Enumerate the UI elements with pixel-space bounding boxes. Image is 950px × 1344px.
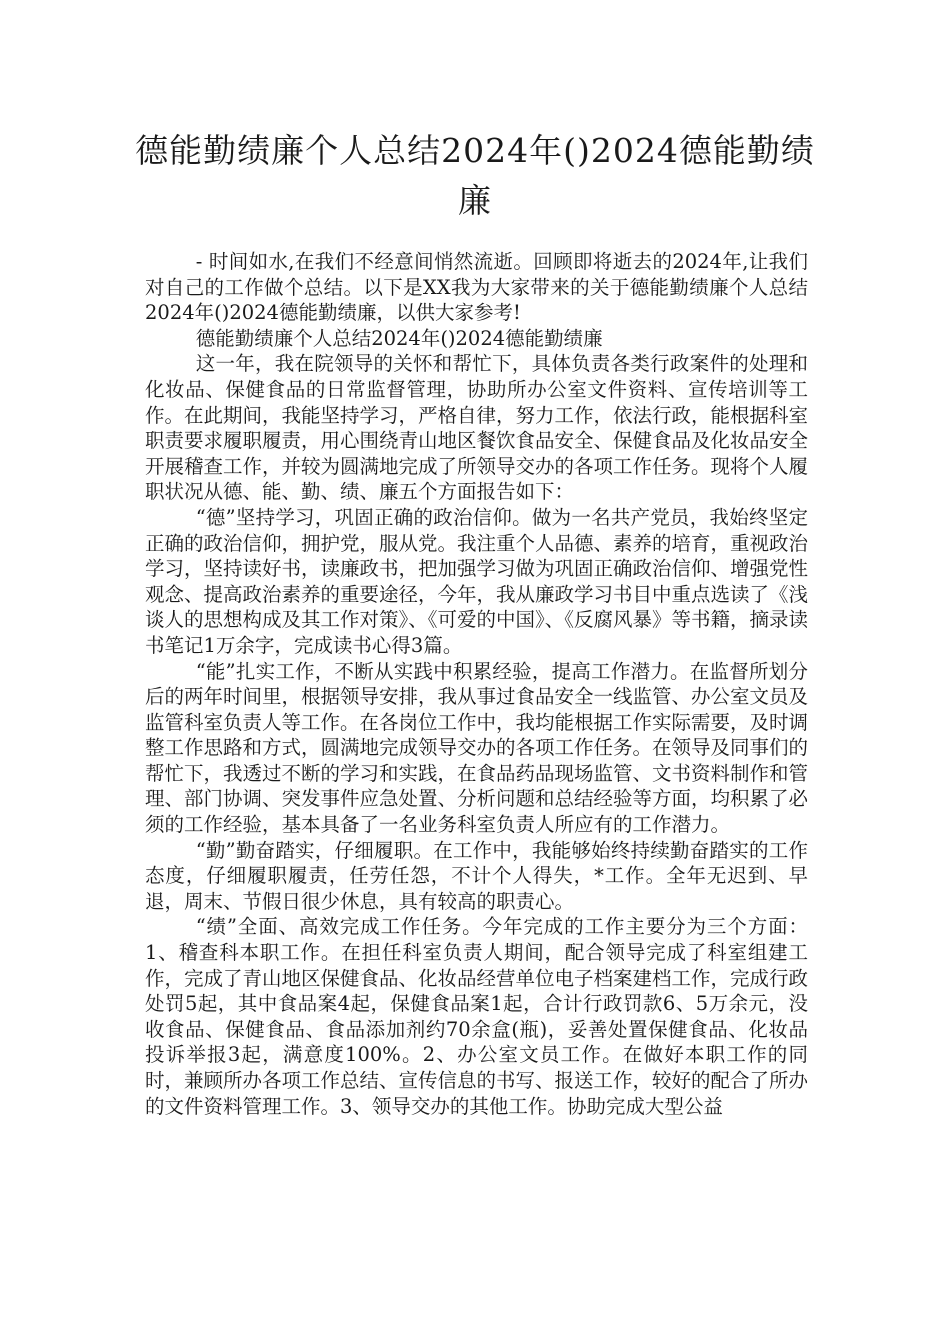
paragraph-neng: “能”扎实工作，不断从实践中积累经验，提高工作潜力。在监督所划分后的两年时间里，根据领导安排，我从事过食品安全一线监管、办公室文员及监管科室负责人等工作。在各岗位工作中，我均能根据工作实际需要，及时调整工作思路和方式，圆满地完成领导交办的各项工作任务。在领导及同事们的帮忙下，我透过不断的学习和实践，在食品药品现场监管、文书资料制作和管理、部门协调、突发事件应急处置、分析问题和总结经验等方面，均积累了必须的工作经验，基本具备了一名业务科室负责人所应有的工作潜力。 (145, 659, 809, 837)
paragraph-ji: “绩”全面、高效完成工作任务。今年完成的工作主要分为三个方面：1、稽查科本职工作。在担任科室负责人期间，配合领导完成了科室组建工作，完成了青山地区保健食品、化妆品经营单位电子档案建档工作，完成行政处罚5起，其中食品案4起，保健食品案1起，合计行政罚款6、5万余元，没收食品、保健食品、食品添加剂约70余盒(瓶)，妥善处置保健食品、化妆品投诉举报3起，满意度100%。2、办公室文员工作。在做好本职工作的同时，兼顾所办各项工作总结、宣传信息的书写、报送工作，较好的配合了所办的文件资料管理工作。3、领导交办的其他工作。协助完成大型公益 (145, 915, 809, 1118)
paragraph-overview: 这一年，我在院领导的关怀和帮忙下，具体负责各类行政案件的处理和化妆品、保健食品的日常监督管理，协助所办公室文件资料、宣传培训等工作。在此期间，我能坚持学习，严格自律，努力工作，依法行政，能根据科室职责要求履职履责，用心围绕青山地区餐饮食品安全、保健食品及化妆品安全开展稽查工作，并较为圆满地完成了所领导交办的各项工作任务。现将个人履职状况从德、能、勤、绩、廉五个方面报告如下： (145, 352, 809, 504)
paragraph-qin: “勤”勤奋踏实，仔细履职。在工作中，我能够始终持续勤奋踏实的工作态度，仔细履职履责，任劳任怨，不计个人得失，*工作。全年无迟到、早退，周末、节假日很少休息，具有较高的职责心。 (145, 838, 808, 913)
document-title: 德能勤绩廉个人总结2024年()2024德能勤绩廉 (135, 131, 815, 220)
document-body (145, 249, 808, 1119)
paragraph-de: “德”坚持学习，巩固正确的政治信仰。做为一名共产党员，我始终坚定正确的政治信仰，拥护党，服从党。我注重个人品德、素养的培育，重视政治学习，坚持读好书，读廉政书，把加强学习做为巩固正确政治信仰、增强党性观念、提高政治素养的重要途径，今年，我从廉政学习书目中重点选读了《浅谈人的思想构成及其工作对策》、《可爱的中国》、《反腐风暴》等书籍，摘录读书笔记1万余字，完成读书心得3篇。 (145, 505, 809, 657)
paragraph-subtitle: 德能勤绩廉个人总结2024年()2024德能勤绩廉 (195, 326, 603, 350)
paragraph-intro: - 时间如水,在我们不经意间悄然流逝。回顾即将逝去的2024年,让我们对自己的工作做个总结。以下是XX我为大家带来的关于德能勤绩廉个人总结2024年()2024德能勤绩廉，以供大家参考! (145, 250, 808, 325)
